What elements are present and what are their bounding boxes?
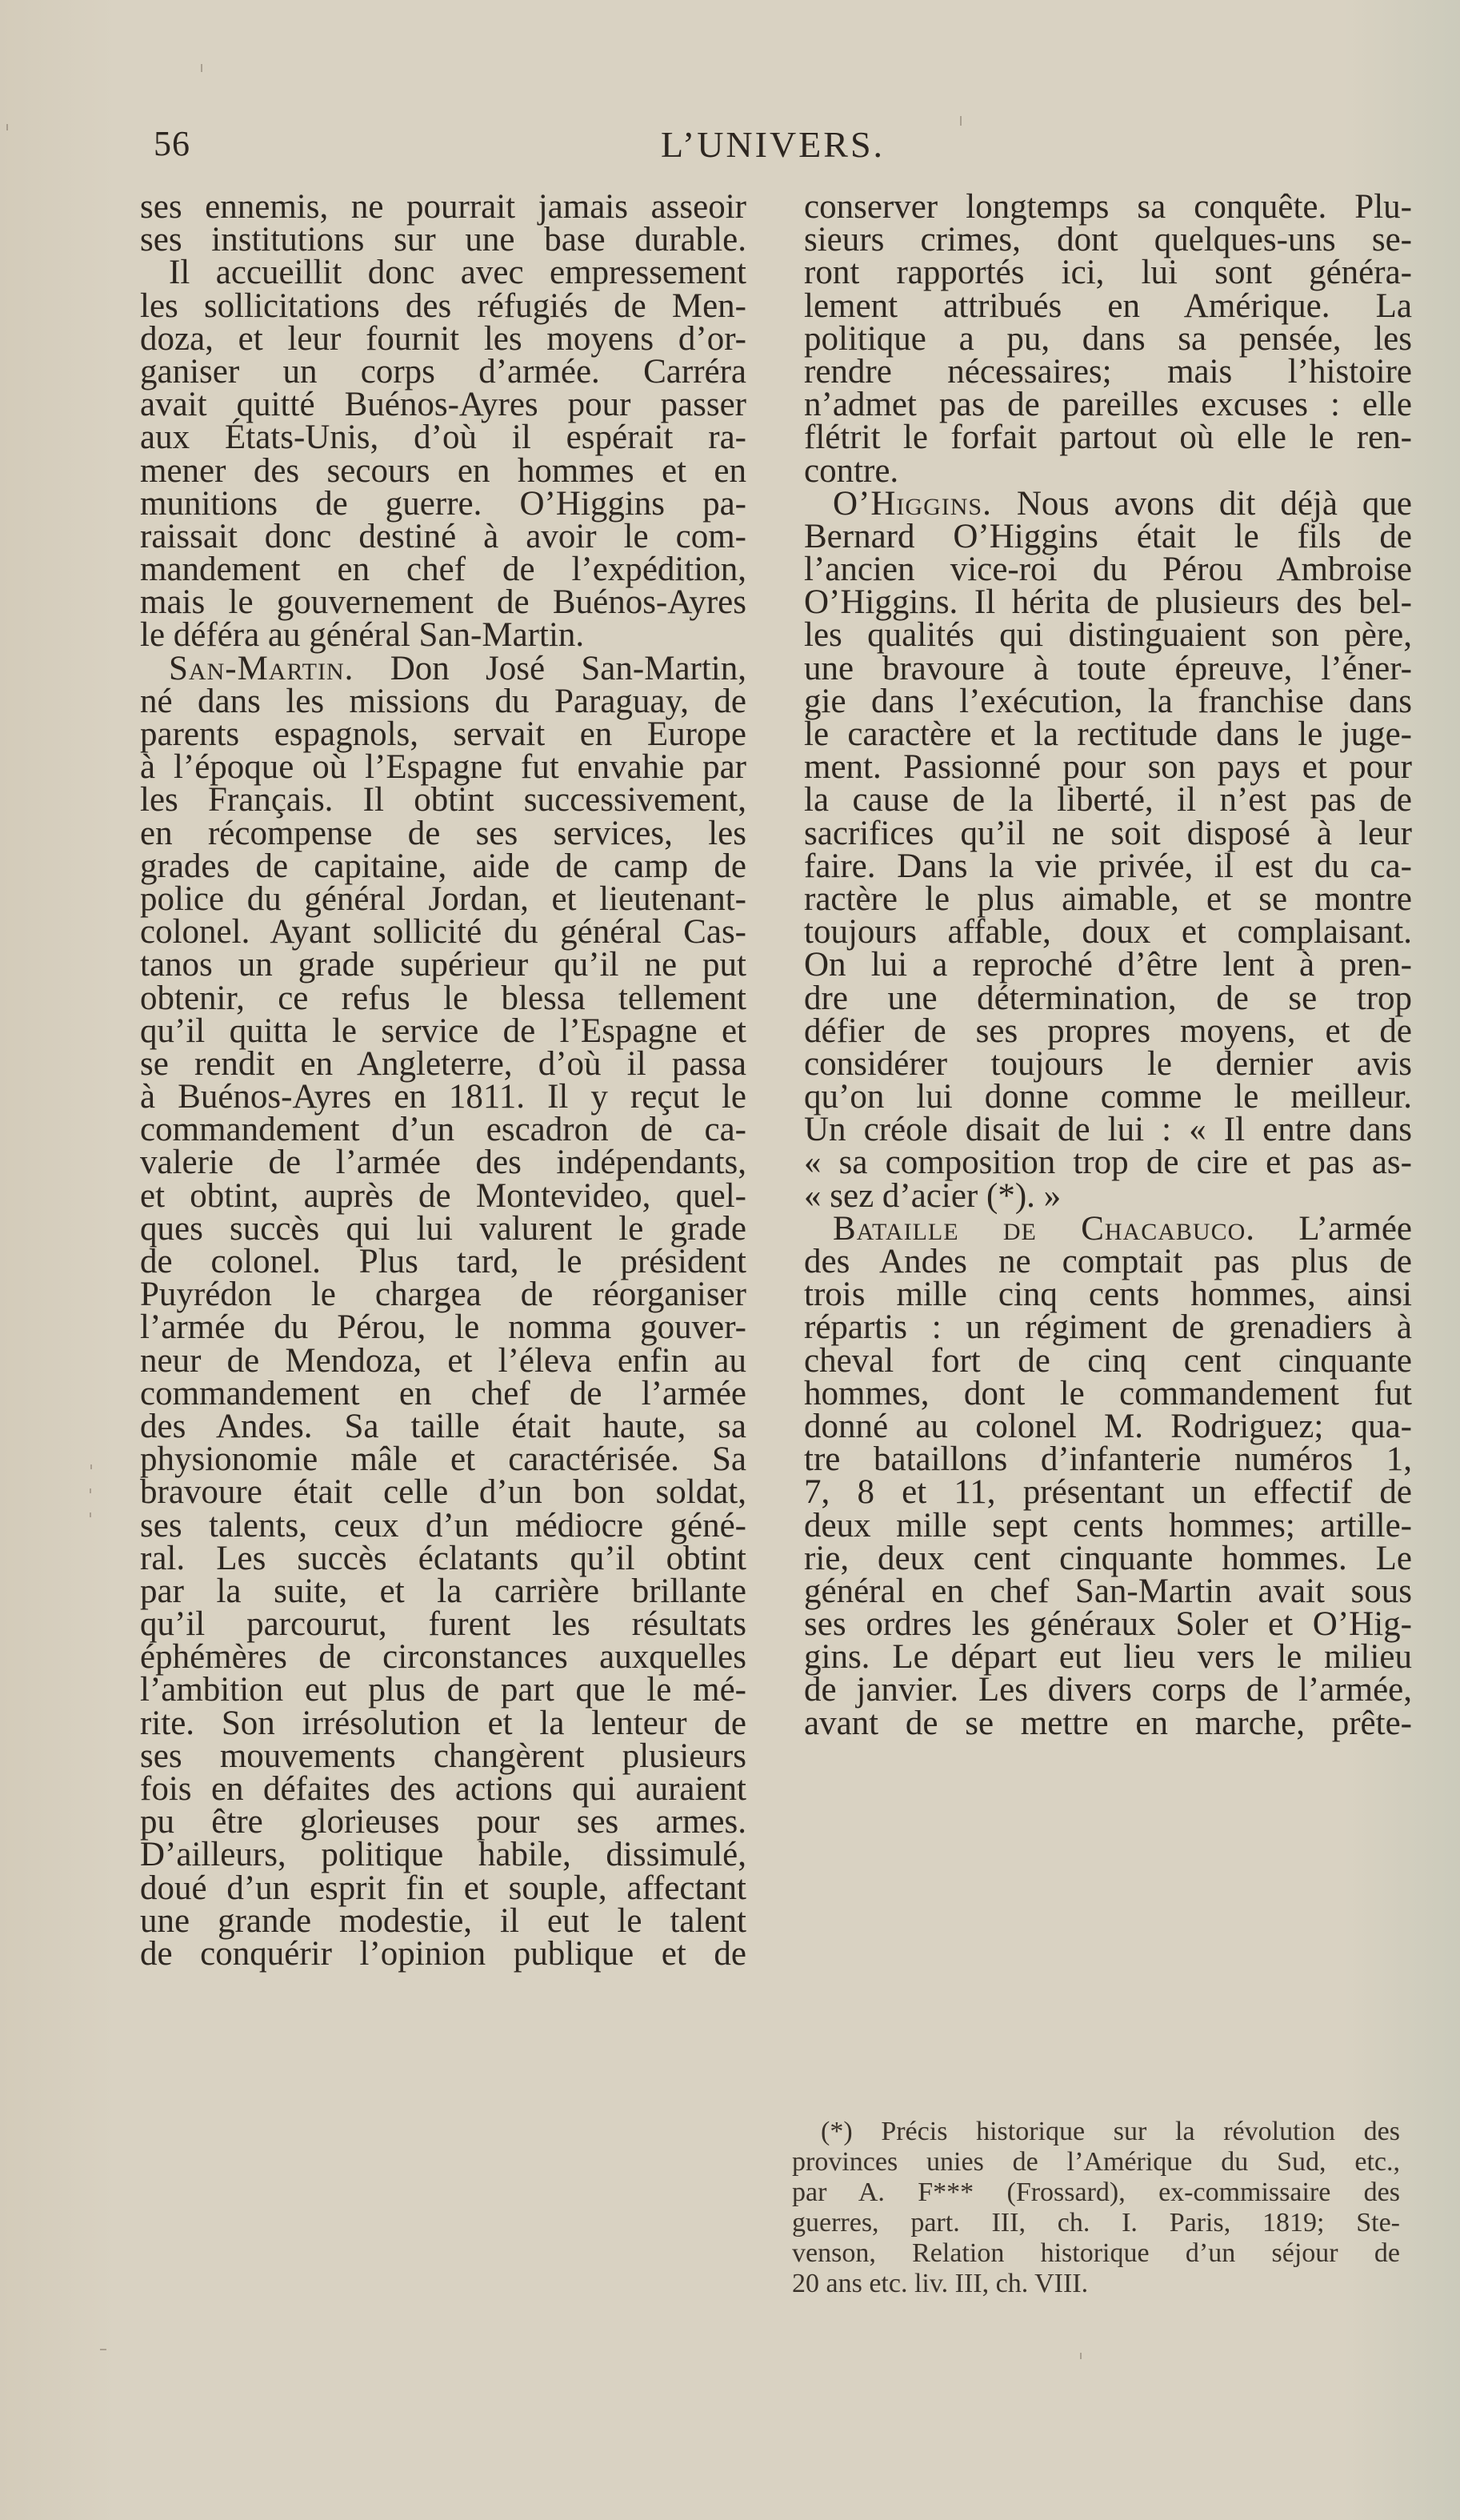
text-line: donné au colonel M. Rodriguez; qua- [804, 1407, 1412, 1445]
text-line: en récompense de ses services, les [140, 814, 746, 852]
text-line: considérer toujours le dernier avis [804, 1044, 1412, 1083]
text-line: physionomie mâle et caractérisée. Sa [140, 1440, 746, 1479]
text-line: colonel. Ayant sollicité du général Cas- [140, 913, 746, 952]
text-line: munitions de guerre. O’Higgins pa- [140, 484, 746, 523]
text-line: parents espagnols, servait en Europe [140, 715, 746, 753]
text-fragment: Don José San-Martin, [390, 649, 746, 687]
footnote-line: venson, Relation historique d’un séjour de [792, 2238, 1400, 2268]
running-title: L’UNIVERS. [661, 124, 886, 165]
text-line: de janvier. Les divers corps de l’armée, [804, 1671, 1412, 1709]
text-line: « sez d’acier (*). » [804, 1176, 1062, 1215]
text-line: une bravoure à toute épreuve, l’éner- [804, 649, 1412, 687]
text-fragment: L’armée [1298, 1209, 1412, 1248]
text-line: Bernard O’Higgins était le fils de [804, 517, 1412, 555]
text-line: politique a pu, dans sa pensée, les [804, 319, 1412, 358]
text-line: les Français. Il obtint successivement, [140, 781, 746, 819]
text-line: rie, deux cent cinquante hommes. Le [804, 1539, 1412, 1577]
text-line: commandement d’un escadron de ca- [140, 1111, 746, 1149]
paper-speck [201, 64, 202, 72]
paper-speck [1080, 2353, 1082, 2359]
section-heading-line [804, 484, 1413, 523]
text-line: n’admet pas de pareilles excuses : elle [804, 386, 1412, 424]
text-line: ganiser un corps d’armée. Carréra [140, 352, 746, 391]
text-line: qu’il quitta le service de l’Espagne et [140, 1012, 746, 1050]
text-line: neur de Mendoza, et l’éleva enfin au [140, 1341, 746, 1380]
text-line: répartis : un régiment de grenadiers à [804, 1308, 1412, 1347]
text-line: bravoure était celle d’un bon soldat, [140, 1473, 746, 1512]
text-line: rendre nécessaires; mais l’histoire [804, 352, 1412, 391]
text-line: O’Higgins. Il hérita de plusieurs des bel- [804, 583, 1412, 622]
text-line: raissait donc destiné à avoir le com- [140, 517, 746, 555]
text-line: ses mouvements changèrent plusieurs [140, 1737, 746, 1775]
text-line: se rendit en Angleterre, d’où il passa [140, 1044, 746, 1083]
text-line: obtenir, ce refus le blessa tellement [140, 979, 746, 1017]
text-line: doué d’un esprit fin et souple, affectant [140, 1869, 746, 1907]
text-line: cheval fort de cinq cent cinquante [804, 1341, 1412, 1380]
text-line: rite. Son irrésolution et la lenteur de [140, 1704, 746, 1742]
paper-speck [6, 124, 8, 130]
section-heading-chacabuco: Bataille de Chacabuco. [833, 1209, 1255, 1248]
text-line: gins. Le départ eut lieu vers le milieu [804, 1638, 1412, 1677]
text-line: valerie de l’armée des indépendants, [140, 1144, 746, 1182]
text-line: les qualités qui distinguaient son père, [804, 616, 1412, 655]
text-line: éphémères de circonstances auxquelles [140, 1638, 746, 1677]
text-line: pu être glorieuses pour ses armes. [140, 1803, 746, 1841]
text-line: mandement en chef de l’expédition, [140, 551, 746, 589]
text-line: l’armée du Pérou, le nomma gouver- [140, 1308, 746, 1347]
text-line: la cause de la liberté, il n’est pas de [804, 781, 1412, 819]
text-line: conserver longtemps sa conquête. Plu- [804, 188, 1412, 226]
text-line: sacrifices qu’il ne soit disposé à leur [804, 814, 1412, 852]
text-line: né dans les missions du Paraguay, de [140, 682, 746, 720]
text-line: aux États-Unis, d’où il espérait ra- [140, 419, 746, 457]
text-line: l’ambition eut plus de part que le mé- [140, 1671, 746, 1709]
text-line: fois en défaites des actions qui auraient [140, 1770, 746, 1808]
footnote-line: provinces unies de l’Amérique du Sud, etc., [792, 2147, 1400, 2177]
text-line: l’ancien vice-roi du Pérou Ambroise [804, 551, 1412, 589]
text-line: des Andes ne comptait pas plus de [804, 1243, 1412, 1280]
text-line: de conquérir l’opinion publique et de [140, 1934, 746, 1973]
text-line: le caractère et la rectitude dans le juge- [804, 715, 1412, 753]
text-line: Puyrédon le chargea de réorganiser [140, 1276, 746, 1314]
text-line: 7, 8 et 11, présentant un effectif de [804, 1473, 1412, 1512]
text-line: contre. [804, 451, 899, 490]
text-line: doza, et leur fournit les moyens d’or- [140, 319, 746, 358]
footnote-line: 20 ans etc. liv. III, ch. VIII. [792, 2269, 1089, 2298]
footnote-line: guerres, part. III, ch. I. Paris, 1819; Ste- [792, 2208, 1400, 2238]
text-line: et obtint, auprès de Montevideo, quel- [140, 1176, 746, 1215]
footnote-line: par A. F*** (Frossard), ex-commissaire des [792, 2177, 1400, 2207]
text-line: On lui a reproché d’être lent à pren- [804, 946, 1412, 984]
text-line: des Andes. Sa taille était haute, sa [140, 1407, 746, 1445]
page-header [0, 120, 1460, 168]
text-line: lement attribués en Amérique. La [804, 286, 1412, 325]
text-line: le déféra au général San-Martin. [140, 616, 585, 655]
text-line: gie dans l’exécution, la franchise dans [804, 682, 1412, 720]
text-line: hommes, dont le commandement fut [804, 1374, 1412, 1412]
paper-speck [100, 2349, 106, 2350]
text-line: à l’époque où l’Espagne fut envahie par [140, 748, 746, 787]
text-line: trois mille cinq cents hommes, ainsi [804, 1276, 1412, 1314]
text-line: ment. Passionné pour son pays et pour [804, 748, 1412, 787]
right-column [804, 190, 1412, 1740]
text-line: ses talents, ceux d’un médiocre géné- [140, 1506, 746, 1544]
text-line: mais le gouvernement de Buénos-Ayres [140, 583, 746, 622]
paper-speck [960, 116, 962, 126]
text-line: ractère le plus aimable, et se montre [804, 879, 1412, 918]
text-line: défier de ses propres moyens, et de [804, 1012, 1412, 1050]
text-line: toujours affable, doux et complaisant. [804, 913, 1412, 952]
text-line: Il accueillit donc avec empressement [169, 254, 746, 292]
text-line: à Buénos-Ayres en 1811. Il y reçut le [140, 1078, 746, 1116]
text-line: général en chef San-Martin avait sous [804, 1572, 1412, 1610]
footnote [792, 2117, 1400, 2299]
section-heading-san-martin: San-Martin. [169, 649, 354, 687]
text-line: tre bataillons d’infanterie numéros 1, [804, 1440, 1412, 1479]
text-line: qu’il parcourut, furent les résultats [140, 1605, 746, 1644]
page-number: 56 [154, 124, 190, 163]
text-line: ront rapportés ici, lui sont généra- [804, 254, 1412, 292]
text-line: grades de capitaine, aide de camp de [140, 847, 746, 885]
text-line: faire. Dans la vie privée, il est du ca- [804, 847, 1412, 885]
text-line: les sollicitations des réfugiés de Men- [140, 286, 746, 325]
paper-speck [90, 1512, 91, 1517]
text-line: D’ailleurs, politique habile, dissimulé, [140, 1836, 746, 1874]
text-line: avant de se mettre en marche, prête- [804, 1704, 1412, 1742]
text-line: ses ennemis, ne pourrait jamais asseoir [140, 188, 746, 226]
section-heading-line [804, 1209, 1412, 1248]
text-line: ses institutions sur une base durable. [140, 221, 746, 259]
text-line: ques succès qui lui valurent le grade [140, 1209, 746, 1248]
left-column [140, 188, 746, 1973]
text-line: flétrit le forfait partout où elle le ren- [804, 419, 1412, 457]
text-line: commandement en chef de l’armée [140, 1374, 746, 1412]
text-line: une grande modestie, il eut le talent [140, 1901, 746, 1940]
text-line: ses ordres les généraux Soler et O’Hig- [804, 1605, 1412, 1644]
footnote-line: (*) Précis historique sur la révolution des [821, 2117, 1400, 2146]
text-line: deux mille sept cents hommes; artille- [804, 1506, 1412, 1544]
text-line: Un créole disait de lui : « Il entre dans [804, 1111, 1412, 1149]
text-line: sieurs crimes, dont quelques-uns se- [804, 221, 1412, 259]
section-heading-line [140, 649, 746, 687]
paper-speck [90, 1488, 91, 1493]
text-line: tanos un grade supérieur qu’il ne put [140, 946, 746, 984]
text-line: « sa composition trop de cire et pas as- [804, 1144, 1412, 1182]
text-line: avait quitté Buénos-Ayres pour passer [140, 386, 746, 424]
section-heading-ohiggins: O’Higgins. [833, 484, 992, 523]
text-line: police du général Jordan, et lieutenant- [140, 879, 746, 918]
text-line: qu’on lui donne comme le meilleur. [804, 1078, 1412, 1116]
text-fragment: Nous avons dit déjà que [1016, 484, 1413, 523]
text-line: ral. Les succès éclatants qu’il obtint [140, 1539, 746, 1577]
text-line: de colonel. Plus tard, le président [140, 1243, 746, 1280]
text-line: mener des secours en hommes et en [140, 451, 746, 490]
text-line: dre une détermination, de se trop [804, 979, 1412, 1017]
paper-speck [90, 1464, 92, 1469]
text-line: par la suite, et la carrière brillante [140, 1572, 746, 1610]
